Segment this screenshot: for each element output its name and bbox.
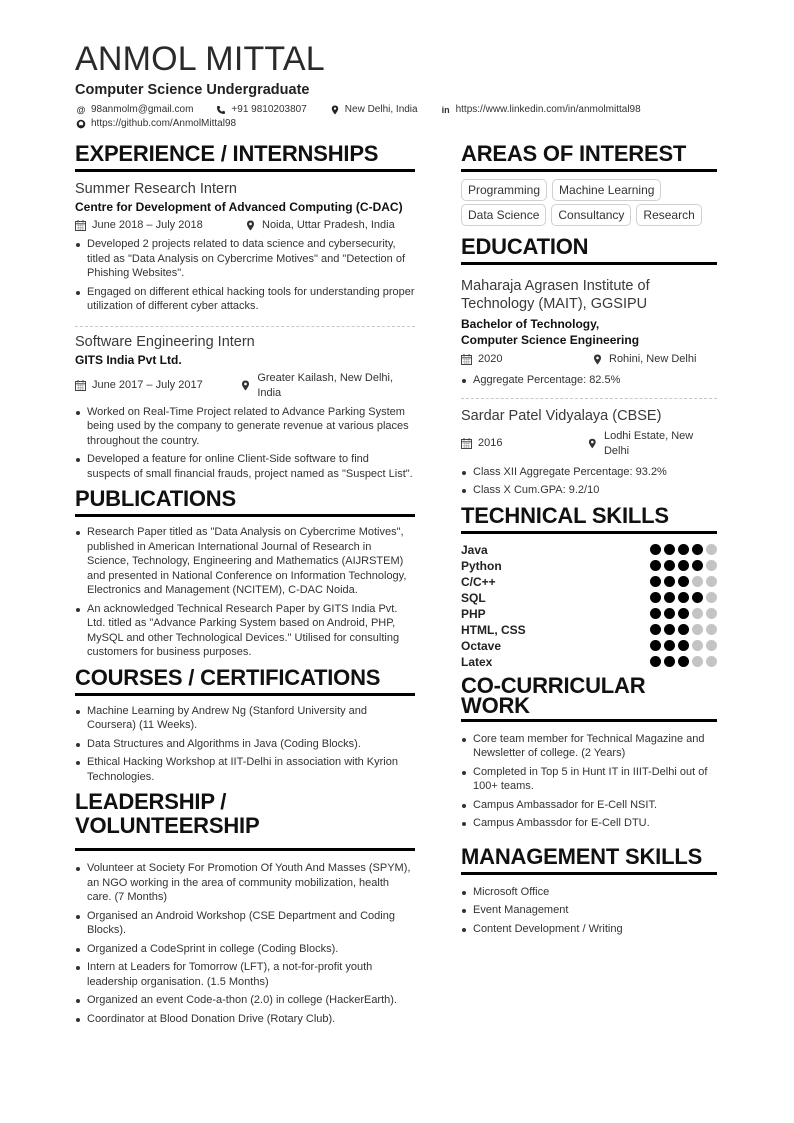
linkedin-icon: in [441,105,450,115]
list-item: Worked on Real-Time Project related to Advance Parking System being used by the company to generate revenue at various places throughout the country. [75,405,415,449]
list-item: An acknowledged Technical Research Paper by GITS India Pvt. Ltd. titled as "Advance Parking System based on Android, PHP, MySQL and other Technological Devices." Utilised for consulting customers for business purposes. [75,602,415,660]
school-name: Sardar Patel Vidyalaya (CBSE) [461,407,662,424]
section-title: EXPERIENCE / INTERNSHIPS [75,142,415,172]
contact-linkedin[interactable] [440,103,641,117]
rating-dot-empty-icon [706,544,717,555]
edu-bullets [461,465,717,498]
skill-name: SQL [461,590,486,605]
list-item: Content Development / Writing [461,922,717,937]
edu-bullets [461,373,717,388]
github-icon [75,118,87,130]
rating-dot-filled-icon [678,624,689,635]
calendar-icon [461,354,472,365]
at-icon: @ [76,105,86,115]
list-item: Aggregate Percentage: 82.5% [461,373,717,388]
contact-location [329,103,418,117]
location-text: New Delhi, India [344,104,418,115]
map-pin-icon [240,380,251,391]
skill-row [461,606,717,622]
edu-year: 2016 [461,429,587,459]
edu-year: 2020 [461,352,592,367]
job-dates: June 2018 – July 2018 [75,218,245,233]
rating-dot-filled-icon [650,560,661,571]
skill-rating [647,624,717,635]
job-entry [75,180,415,314]
section-title: EDUCATION [461,235,717,265]
section-title: LEADERSHIP / VOLUNTEERSHIP [75,790,415,851]
section-title: MANAGEMENT SKILLS [461,845,717,875]
rating-dot-empty-icon [706,592,717,603]
skill-rating [647,576,717,587]
section-title: TECHNICAL SKILLS [461,504,717,534]
calendar-icon [75,380,86,391]
technical-skills-section [461,504,717,670]
skill-rating [647,560,717,571]
job-location: Noida, Uttar Pradesh, India [245,218,395,233]
education-section [461,235,717,498]
contact-info [75,103,725,131]
rating-dot-filled-icon [678,576,689,587]
phone-icon [215,104,227,116]
rating-dot-filled-icon [650,592,661,603]
skill-rating [647,544,717,555]
list-item: Event Management [461,903,717,918]
list-item: Class X Cum.GPA: 9.2/10 [461,483,717,498]
interest-tags [461,179,717,229]
leadership-section [75,790,415,1026]
job-organization: GITS India Pvt Ltd. [75,352,182,367]
publications-section [75,487,415,660]
publications-list [75,525,415,660]
rating-dot-empty-icon [706,560,717,571]
rating-dot-filled-icon [650,624,661,635]
rating-dot-filled-icon [678,544,689,555]
email-text: 98anmolm@gmail.com [91,104,194,115]
list-item: Developed 2 projects related to data science and cybersecurity, titled as "Data Analysis on Cybercrime Motives" and "Detection of Phishing Websites". [75,237,415,281]
courses-section [75,666,415,785]
list-item: Volunteer at Society For Promotion Of Youth And Masses (SPYM), an NGO working in the area of community mobilization, health care. (7 Months) [75,861,415,905]
map-pin-icon [592,354,603,365]
map-pin-icon [329,104,341,116]
section-title: PUBLICATIONS [75,487,415,517]
rating-dot-filled-icon [692,560,703,571]
interest-tag: Consultancy [551,204,631,226]
rating-dot-empty-icon [706,640,717,651]
rating-dot-empty-icon [692,624,703,635]
list-item: Data Structures and Algorithms in Java (Coding Blocks). [75,737,415,752]
list-item: Core team member for Technical Magazine and Newsletter of college. (2 Years) [461,732,717,761]
interests-section [461,142,717,229]
list-item: Organised an Android Workshop (CSE Department and Coding Blocks). [75,909,415,938]
rating-dot-empty-icon [706,608,717,619]
job-dates: June 2017 – July 2017 [75,371,240,401]
edu-location: Rohini, New Delhi [592,352,696,367]
courses-list [75,704,415,785]
rating-dot-filled-icon [650,656,661,667]
list-item: Machine Learning by Andrew Ng (Stanford University and Coursera) (11 Weeks). [75,704,415,733]
rating-dot-empty-icon [692,656,703,667]
rating-dot-filled-icon [678,640,689,651]
skill-name: Latex [461,654,493,669]
job-role: Software Engineering Intern [75,333,255,350]
contact-email[interactable] [75,103,193,117]
list-item: Campus Ambassdor for E-Cell DTU. [461,816,717,831]
list-item: Ethical Hacking Workshop at IIT-Delhi in association with Kyrion Technologies. [75,755,415,784]
leadership-list [75,861,415,1026]
skill-rating [647,640,717,651]
job-bullets [75,405,415,482]
skill-rating [647,608,717,619]
divider [461,398,717,399]
rating-dot-filled-icon [692,544,703,555]
skill-row [461,574,717,590]
cocurricular-section [461,672,717,831]
school-name: Maharaja Agrasen Institute of Technology (MAIT), GGSIPU [461,278,650,312]
rating-dot-empty-icon [706,656,717,667]
rating-dot-filled-icon [678,592,689,603]
contact-phone[interactable] [215,103,306,117]
interest-tag: Programming [461,179,547,201]
job-role: Summer Research Intern [75,181,237,197]
interest-tag: Machine Learning [552,179,661,201]
job-organization: Centre for Development of Advanced Computing (C-DAC) [75,200,403,214]
rating-dot-filled-icon [664,640,675,651]
linkedin-text: https://www.linkedin.com/in/anmolmittal98 [455,104,641,115]
section-title: COURSES / CERTIFICATIONS [75,666,415,696]
list-item: Research Paper titled as "Data Analysis on Cybercrime Motives", published in American International Journal of Research in Science, Technology, Engineering and Mathematics (AIJRSTEM) and presented in National Conference on Information Technology, Electronics and Management (NCITEM), C-DAC Noida. [75,525,415,598]
rating-dot-filled-icon [650,640,661,651]
rating-dot-filled-icon [678,656,689,667]
skill-name: C/C++ [461,574,496,589]
candidate-name: ANMOL MITTAL [75,40,325,78]
rating-dot-empty-icon [706,576,717,587]
divider [75,326,415,327]
rating-dot-filled-icon [664,560,675,571]
list-item: Campus Ambassador for E-Cell NSIT. [461,798,717,813]
job-bullets [75,237,415,314]
list-item: Developed a feature for online Client-Side software to find suspects of small financial frauds, project named as "Suspect List". [75,452,415,481]
skill-row [461,558,717,574]
rating-dot-filled-icon [692,592,703,603]
github-text: https://github.com/AnmolMittal98 [91,118,237,129]
rating-dot-filled-icon [664,656,675,667]
rating-dot-filled-icon [664,544,675,555]
list-item: Class XII Aggregate Percentage: 93.2% [461,465,717,480]
experience-section [75,142,415,481]
rating-dot-empty-icon [692,640,703,651]
rating-dot-filled-icon [664,624,675,635]
education-entry [461,407,717,498]
rating-dot-filled-icon [678,560,689,571]
calendar-icon [461,438,472,449]
skill-name: Python [461,558,502,573]
interest-tag: Research [636,204,701,226]
rating-dot-filled-icon [650,544,661,555]
degree: Bachelor of Technology, Computer Science Engineering [461,317,640,347]
cocurricular-list [461,732,717,831]
education-entry [461,277,717,388]
skill-rating [647,592,717,603]
right-column [461,142,717,942]
calendar-icon [75,220,86,231]
interest-tag: Data Science [461,204,546,226]
management-list [461,885,717,937]
rating-dot-filled-icon [678,608,689,619]
skill-name: HTML, CSS [461,622,526,637]
list-item: Organized an event Code-a-thon (2.0) in college (HackerEarth). [75,993,415,1008]
skill-name: Octave [461,638,502,653]
skill-row [461,590,717,606]
candidate-tagline: Computer Science Undergraduate [75,82,310,98]
rating-dot-filled-icon [664,576,675,587]
list-item: Microsoft Office [461,885,717,900]
skill-rating [647,656,717,667]
skill-name: Java [461,542,488,557]
skill-row [461,622,717,638]
list-item: Intern at Leaders for Tomorrow (LFT), a not-for-profit youth leadership organisation. (1.5 Months) [75,960,415,989]
rating-dot-empty-icon [692,576,703,587]
resume-header [75,40,725,131]
list-item: Coordinator at Blood Donation Drive (Rotary Club). [75,1012,415,1027]
skill-row [461,638,717,654]
section-title: CO-CURRICULAR WORK [461,676,717,722]
rating-dot-filled-icon [664,592,675,603]
map-pin-icon [587,438,598,449]
job-location: Greater Kailash, New Delhi, India [240,371,415,401]
list-item: Organized a CodeSprint in college (Coding Blocks). [75,942,415,957]
list-item: Engaged on different ethical hacking tools for understanding proper utilization of different cyber attacks. [75,285,415,314]
section-title: AREAS OF INTEREST [461,142,717,172]
rating-dot-filled-icon [664,608,675,619]
map-pin-icon [245,220,256,231]
management-section [461,845,717,937]
edu-location: Lodhi Estate, New Delhi [587,429,717,459]
contact-github[interactable] [75,117,236,131]
rating-dot-empty-icon [692,608,703,619]
rating-dot-empty-icon [706,624,717,635]
phone-text: +91 9810203807 [231,104,307,115]
job-entry [75,333,415,482]
skill-name: PHP [461,606,486,621]
skills-list [461,542,717,670]
rating-dot-filled-icon [650,608,661,619]
skill-row [461,654,717,670]
list-item: Completed in Top 5 in Hunt IT in IIIT-Delhi out of 100+ teams. [461,765,717,794]
skill-row [461,542,717,558]
rating-dot-filled-icon [650,576,661,587]
left-column [75,142,415,1032]
